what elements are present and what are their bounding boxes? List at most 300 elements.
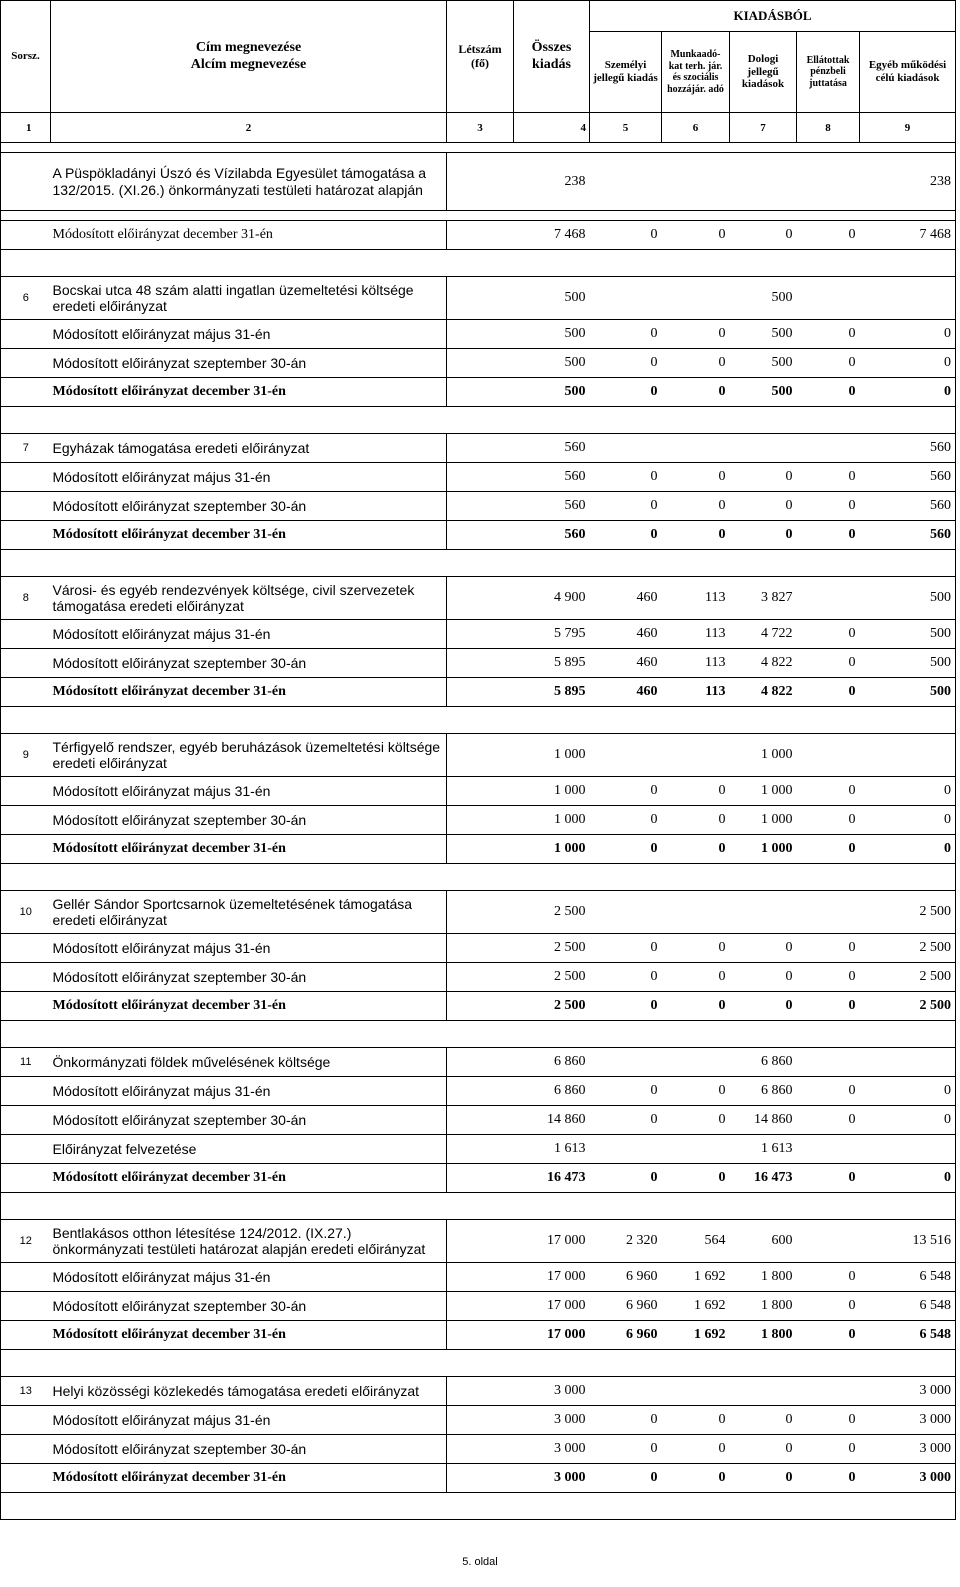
section-6-orig-dologi: 500 [730, 277, 797, 320]
section-7-mod-ellatottak: 0 [797, 463, 860, 492]
section-10-letszam [447, 891, 514, 934]
colnum-4: 4 [514, 113, 590, 143]
spacer-row [1, 211, 956, 221]
section-9-orig-egyeb [860, 734, 956, 777]
section-10-dec-index [1, 992, 51, 1021]
section-13-dec-dologi: 0 [730, 1464, 797, 1493]
header-munkaado [662, 32, 730, 113]
section-10-mod-osszes: 2 500 [514, 963, 590, 992]
section-10-orig-osszes: 2 500 [514, 891, 590, 934]
section-12-dec-egyeb: 6 548 [860, 1321, 956, 1350]
section-7-dec-row [1, 521, 956, 550]
section-11-index: 11 [1, 1048, 51, 1077]
section-8-dec-letszam [447, 678, 514, 707]
section-12-mod-szemelyi: 6 960 [590, 1263, 662, 1292]
section-7-mod-szemelyi: 0 [590, 492, 662, 521]
section-9-letszam [447, 734, 514, 777]
colnum-2: 2 [51, 113, 447, 143]
section-6-mod-dologi: 500 [730, 349, 797, 378]
section-8-orig-osszes: 4 900 [514, 577, 590, 620]
section-7-mod-letszam [447, 463, 514, 492]
header-dologi-line2: jellegű [747, 65, 779, 78]
section-12-dec-letszam [447, 1321, 514, 1350]
section-7-letszam [447, 434, 514, 463]
section-9-orig-dologi: 1 000 [730, 734, 797, 777]
section-12-mod-letszam [447, 1292, 514, 1321]
section-13-dec-index [1, 1464, 51, 1493]
header-letszam-unit: (fő) [471, 55, 489, 70]
section-6-mod-munkaado: 0 [662, 349, 730, 378]
section-11-dec-munkaado: 0 [662, 1164, 730, 1193]
section-10-mod-egyeb: 2 500 [860, 963, 956, 992]
section-11-mod-index [1, 1106, 51, 1135]
section-10-mod-dologi: 0 [730, 934, 797, 963]
section-6-dec-osszes: 500 [514, 378, 590, 407]
section-9-index: 9 [1, 734, 51, 777]
section0-title: A Püspökladányi Úszó és Vízilabda Egyesület támogatása a 132/2015. (XI.26.) önkormányzati testületi határozat alapján [51, 153, 447, 211]
section0-orig-egyeb: 238 [860, 153, 956, 211]
section-8-mod-osszes: 5 895 [514, 649, 590, 678]
section-8-mod-szemelyi: 460 [590, 620, 662, 649]
section-12-letszam [447, 1220, 514, 1263]
section-9-mod-osszes: 1 000 [514, 777, 590, 806]
spacer-row [1, 407, 956, 434]
section-9-dec-szemelyi: 0 [590, 835, 662, 864]
section-10-orig-munkaado [662, 891, 730, 934]
spacer-cell [1, 1493, 956, 1520]
section-12-dec-ellatottak: 0 [797, 1321, 860, 1350]
section-9-mod-index [1, 777, 51, 806]
section-10-title: Gellér Sándor Sportcsarnok üzemeltetésének támogatása eredeti előirányzat [51, 891, 447, 934]
section-7-mod-ellatottak: 0 [797, 492, 860, 521]
section-12-mod-munkaado: 1 692 [662, 1263, 730, 1292]
section-11-mod-index [1, 1135, 51, 1164]
colnum-5: 5 [590, 113, 662, 143]
section-6-orig-munkaado [662, 277, 730, 320]
section-6-mod-osszes: 500 [514, 349, 590, 378]
header-ellatottak-line3: juttatása [809, 77, 847, 89]
section-11-mod-szemelyi: 0 [590, 1077, 662, 1106]
section-10-orig-egyeb: 2 500 [860, 891, 956, 934]
section-7-orig-dologi [730, 434, 797, 463]
section-9-orig-szemelyi [590, 734, 662, 777]
section-6-orig-szemelyi [590, 277, 662, 320]
header-egyeb-line1: Egyéb működési [868, 59, 947, 72]
section-12-mod-label: Módosított előirányzat szeptember 30-án [51, 1292, 447, 1321]
section-13-orig-munkaado [662, 1377, 730, 1406]
section-6-dec-letszam [447, 378, 514, 407]
section-9-mod-munkaado: 0 [662, 806, 730, 835]
spacer-row [1, 550, 956, 577]
header-munkaado-line1: Munkaadó- [670, 49, 721, 60]
header-ellatottak [797, 32, 860, 113]
section-6-dec-index [1, 378, 51, 407]
section-6-dec-dologi: 500 [730, 378, 797, 407]
section-12-mod-index [1, 1292, 51, 1321]
section-10-mod-row [1, 963, 956, 992]
section-6-mod-osszes: 500 [514, 320, 590, 349]
section-13-mod-osszes: 3 000 [514, 1406, 590, 1435]
section-6-title: Bocskai utca 48 szám alatti ingatlan üzemeltetési költsége eredeti előirányzat [51, 277, 447, 320]
header-egyeb-line2: célú kiadások [875, 72, 940, 84]
section-11-orig-egyeb [860, 1048, 956, 1077]
section-7-mod-osszes: 560 [514, 492, 590, 521]
section-8-mod-munkaado: 113 [662, 649, 730, 678]
section-7-index: 7 [1, 434, 51, 463]
section-10-dec-row [1, 992, 956, 1021]
section-11-mod-osszes: 1 613 [514, 1135, 590, 1164]
header-osszes-line2: kiadás [532, 56, 571, 72]
section-13-title: Helyi közösségi közlekedés támogatása eredeti előirányzat [51, 1377, 447, 1406]
header-munkaado-line4: hozzájár. adó [667, 83, 724, 95]
section-13-mod-munkaado: 0 [662, 1406, 730, 1435]
header-munkaado-line3: és szociális [672, 72, 719, 83]
section-8-mod-index [1, 649, 51, 678]
section-6-dec-row [1, 378, 956, 407]
section-11-mod-label: Módosított előirányzat május 31-én [51, 1077, 447, 1106]
section-9-mod-letszam [447, 777, 514, 806]
section-11-mod-label: Előirányzat felvezetése [51, 1135, 447, 1164]
section-12-mod-egyeb: 6 548 [860, 1263, 956, 1292]
section-7-mod-munkaado: 0 [662, 463, 730, 492]
spacer-row [1, 1493, 956, 1520]
section-10-title-row [1, 891, 956, 934]
section-8-title: Városi- és egyéb rendezvények költsége, civil szervezetek támogatása eredeti előirányzat [51, 577, 447, 620]
section-6-mod-szemelyi: 0 [590, 320, 662, 349]
section-11-orig-osszes: 6 860 [514, 1048, 590, 1077]
section-6-orig-egyeb [860, 277, 956, 320]
section-7-mod-letszam [447, 492, 514, 521]
section-7-mod-dologi: 0 [730, 492, 797, 521]
section-13-mod-dologi: 0 [730, 1406, 797, 1435]
header-cim [51, 1, 447, 113]
section-6-mod-label: Módosított előirányzat május 31-én [51, 320, 447, 349]
section0-dec-letszam [447, 221, 514, 250]
section-7-orig-egyeb: 560 [860, 434, 956, 463]
section-9-orig-osszes: 1 000 [514, 734, 590, 777]
section-11-orig-ellatottak [797, 1048, 860, 1077]
section0-orig-osszes: 238 [514, 153, 590, 211]
section-8-mod-ellatottak: 0 [797, 620, 860, 649]
section-11-mod-letszam [447, 1077, 514, 1106]
section-8-mod-label: Módosított előirányzat szeptember 30-án [51, 649, 447, 678]
section-8-title-row [1, 577, 956, 620]
section-11-mod-egyeb: 0 [860, 1106, 956, 1135]
section-11-orig-munkaado [662, 1048, 730, 1077]
section-13-mod-ellatottak: 0 [797, 1435, 860, 1464]
section-7-title-row [1, 434, 956, 463]
section-7-mod-label: Módosított előirányzat szeptember 30-án [51, 492, 447, 521]
section-11-mod-letszam [447, 1135, 514, 1164]
section-8-orig-dologi: 3 827 [730, 577, 797, 620]
section-9-title-row [1, 734, 956, 777]
section-11-title-row [1, 1048, 956, 1077]
section-10-dec-szemelyi: 0 [590, 992, 662, 1021]
section-11-dec-osszes: 16 473 [514, 1164, 590, 1193]
section-12-orig-szemelyi: 2 320 [590, 1220, 662, 1263]
section-11-dec-letszam [447, 1164, 514, 1193]
spacer-row [1, 1021, 956, 1048]
section-6-mod-index [1, 320, 51, 349]
section-6-mod-row [1, 349, 956, 378]
section-12-mod-munkaado: 1 692 [662, 1292, 730, 1321]
section-6-mod-egyeb: 0 [860, 349, 956, 378]
section-7-mod-munkaado: 0 [662, 492, 730, 521]
section-11-dec-index [1, 1164, 51, 1193]
section-10-dec-osszes: 2 500 [514, 992, 590, 1021]
section-11-mod-osszes: 6 860 [514, 1077, 590, 1106]
section-12-mod-osszes: 17 000 [514, 1292, 590, 1321]
section-11-mod-row [1, 1135, 956, 1164]
section-10-dec-label: Módosított előirányzat december 31-én [51, 992, 447, 1021]
section-10-mod-ellatottak: 0 [797, 934, 860, 963]
spacer-cell [1, 1193, 956, 1220]
header-szemelyi [590, 32, 662, 113]
colnum-9: 9 [860, 113, 956, 143]
section-13-mod-dologi: 0 [730, 1435, 797, 1464]
section-9-dec-row [1, 835, 956, 864]
section-10-orig-szemelyi [590, 891, 662, 934]
section-9-dec-egyeb: 0 [860, 835, 956, 864]
section-8-mod-ellatottak: 0 [797, 649, 860, 678]
section-11-letszam [447, 1048, 514, 1077]
section-8-mod-egyeb: 500 [860, 649, 956, 678]
section-12-orig-ellatottak [797, 1220, 860, 1263]
spacer-row [1, 143, 956, 153]
section0-dec-munkaado: 0 [662, 221, 730, 250]
section-6-orig-osszes: 500 [514, 277, 590, 320]
section-10-mod-egyeb: 2 500 [860, 934, 956, 963]
section-7-dec-index [1, 521, 51, 550]
section-9-orig-munkaado [662, 734, 730, 777]
section-13-mod-label: Módosított előirányzat május 31-én [51, 1406, 447, 1435]
section-9-orig-ellatottak [797, 734, 860, 777]
section-8-dec-ellatottak: 0 [797, 678, 860, 707]
header-szemelyi-line1: Személyi [604, 59, 647, 72]
section-11-orig-dologi: 6 860 [730, 1048, 797, 1077]
section-10-mod-szemelyi: 0 [590, 963, 662, 992]
section-13-mod-row [1, 1406, 956, 1435]
spacer-cell [1, 550, 956, 577]
header-ellatottak-line1: Ellátottak [806, 54, 850, 66]
section-13-mod-letszam [447, 1406, 514, 1435]
section-13-mod-szemelyi: 0 [590, 1435, 662, 1464]
section-6-dec-ellatottak: 0 [797, 378, 860, 407]
section-6-dec-szemelyi: 0 [590, 378, 662, 407]
section-8-dec-egyeb: 500 [860, 678, 956, 707]
section-8-mod-letszam [447, 649, 514, 678]
section-11-dec-label: Módosított előirányzat december 31-én [51, 1164, 447, 1193]
section-10-mod-letszam [447, 934, 514, 963]
section-13-mod-row [1, 1435, 956, 1464]
section-13-mod-index [1, 1406, 51, 1435]
section-6-mod-row [1, 320, 956, 349]
section-8-orig-szemelyi: 460 [590, 577, 662, 620]
section-10-dec-dologi: 0 [730, 992, 797, 1021]
section-13-orig-dologi [730, 1377, 797, 1406]
section-10-dec-letszam [447, 992, 514, 1021]
section-10-dec-munkaado: 0 [662, 992, 730, 1021]
section-9-dec-index [1, 835, 51, 864]
section-7-dec-letszam [447, 521, 514, 550]
section-8-mod-szemelyi: 460 [590, 649, 662, 678]
section-8-mod-osszes: 5 795 [514, 620, 590, 649]
header-dologi [730, 32, 797, 113]
spacer-cell [1, 407, 956, 434]
section-12-mod-row [1, 1292, 956, 1321]
section-10-mod-osszes: 2 500 [514, 934, 590, 963]
section-9-mod-osszes: 1 000 [514, 806, 590, 835]
section0-dec-label: Módosított előirányzat december 31-én [51, 221, 447, 250]
section-13-mod-label: Módosított előirányzat szeptember 30-án [51, 1435, 447, 1464]
header-osszes-line1: Összes [531, 40, 572, 56]
section-10-mod-szemelyi: 0 [590, 934, 662, 963]
section-13-mod-munkaado: 0 [662, 1435, 730, 1464]
section-12-dec-osszes: 17 000 [514, 1321, 590, 1350]
section-6-dec-label: Módosított előirányzat december 31-én [51, 378, 447, 407]
spacer-row [1, 1350, 956, 1377]
section-13-mod-szemelyi: 0 [590, 1406, 662, 1435]
section-8-dec-dologi: 4 822 [730, 678, 797, 707]
section-13-mod-osszes: 3 000 [514, 1435, 590, 1464]
section-9-mod-label: Módosított előirányzat szeptember 30-án [51, 806, 447, 835]
section0-orig-szemelyi [590, 153, 662, 211]
section-12-title-row [1, 1220, 956, 1263]
section-11-mod-dologi: 14 860 [730, 1106, 797, 1135]
section-8-orig-munkaado: 113 [662, 577, 730, 620]
section-11-mod-ellatottak: 0 [797, 1077, 860, 1106]
section-9-mod-munkaado: 0 [662, 777, 730, 806]
section-13-dec-ellatottak: 0 [797, 1464, 860, 1493]
section-9-title: Térfigyelő rendszer, egyéb beruházások üzemeltetési költsége eredeti előirányzat [51, 734, 447, 777]
spacer-cell [1, 1350, 956, 1377]
section-11-mod-row [1, 1106, 956, 1135]
section-10-dec-ellatottak: 0 [797, 992, 860, 1021]
section-11-mod-row [1, 1077, 956, 1106]
section-7-mod-row [1, 463, 956, 492]
section-12-orig-munkaado: 564 [662, 1220, 730, 1263]
section-7-orig-ellatottak [797, 434, 860, 463]
header-kiadasbol: KIADÁSBÓL [590, 1, 956, 32]
section-12-dec-munkaado: 1 692 [662, 1321, 730, 1350]
section-13-letszam [447, 1377, 514, 1406]
section-7-mod-index [1, 492, 51, 521]
section-7-orig-szemelyi [590, 434, 662, 463]
section-12-dec-dologi: 1 800 [730, 1321, 797, 1350]
spacer-cell [1, 250, 956, 277]
spacer-row [1, 1193, 956, 1220]
section-10-index: 10 [1, 891, 51, 934]
section-6-title-row [1, 277, 956, 320]
section0-orig-munkaado [662, 153, 730, 211]
section-10-mod-munkaado: 0 [662, 963, 730, 992]
section-7-dec-egyeb: 560 [860, 521, 956, 550]
section-9-mod-ellatottak: 0 [797, 777, 860, 806]
section-12-orig-egyeb: 13 516 [860, 1220, 956, 1263]
section0-dec-egyeb: 7 468 [860, 221, 956, 250]
section-12-dec-szemelyi: 6 960 [590, 1321, 662, 1350]
section-9-mod-egyeb: 0 [860, 777, 956, 806]
section-10-mod-munkaado: 0 [662, 934, 730, 963]
section-13-orig-szemelyi [590, 1377, 662, 1406]
section-8-orig-egyeb: 500 [860, 577, 956, 620]
section-10-orig-ellatottak [797, 891, 860, 934]
section0-orig-ellatottak [797, 153, 860, 211]
section-12-mod-ellatottak: 0 [797, 1292, 860, 1321]
section-11-mod-munkaado: 0 [662, 1106, 730, 1135]
section-9-mod-dologi: 1 000 [730, 806, 797, 835]
section-8-dec-munkaado: 113 [662, 678, 730, 707]
section-13-mod-letszam [447, 1435, 514, 1464]
header-szemelyi-line2: jellegű kiadás [593, 72, 658, 84]
section-11-orig-szemelyi [590, 1048, 662, 1077]
section-6-mod-dologi: 500 [730, 320, 797, 349]
section-10-mod-index [1, 934, 51, 963]
section-11-dec-szemelyi: 0 [590, 1164, 662, 1193]
section-7-orig-munkaado [662, 434, 730, 463]
section-11-mod-munkaado: 0 [662, 1077, 730, 1106]
section-7-title: Egyházak támogatása eredeti előirányzat [51, 434, 447, 463]
section-13-dec-label: Módosított előirányzat december 31-én [51, 1464, 447, 1493]
section-13-dec-osszes: 3 000 [514, 1464, 590, 1493]
section-6-orig-ellatottak [797, 277, 860, 320]
section-7-dec-dologi: 0 [730, 521, 797, 550]
section-7-orig-osszes: 560 [514, 434, 590, 463]
section-7-dec-osszes: 560 [514, 521, 590, 550]
section-7-mod-osszes: 560 [514, 463, 590, 492]
section-13-title-row [1, 1377, 956, 1406]
header-dologi-line3: kiadások [741, 78, 785, 91]
section-6-mod-egyeb: 0 [860, 320, 956, 349]
page-number: 5. oldal [462, 1556, 498, 1568]
section-13-mod-egyeb: 3 000 [860, 1406, 956, 1435]
section-8-dec-label: Módosított előirányzat december 31-én [51, 678, 447, 707]
section-6-mod-szemelyi: 0 [590, 349, 662, 378]
section-13-dec-egyeb: 3 000 [860, 1464, 956, 1493]
spacer-row [1, 864, 956, 891]
section-13-index: 13 [1, 1377, 51, 1406]
section-6-mod-letszam [447, 349, 514, 378]
spacer-row [1, 250, 956, 277]
section-8-mod-egyeb: 500 [860, 620, 956, 649]
section-7-mod-egyeb: 560 [860, 463, 956, 492]
section-9-mod-egyeb: 0 [860, 806, 956, 835]
section-6-mod-ellatottak: 0 [797, 349, 860, 378]
section-8-mod-row [1, 620, 956, 649]
section-9-mod-label: Módosított előirányzat május 31-én [51, 777, 447, 806]
section-10-mod-row [1, 934, 956, 963]
section-12-orig-dologi: 600 [730, 1220, 797, 1263]
section-6-mod-index [1, 349, 51, 378]
section-7-mod-index [1, 463, 51, 492]
section-9-dec-ellatottak: 0 [797, 835, 860, 864]
section-12-dec-row [1, 1321, 956, 1350]
section-12-dec-label: Módosított előirányzat december 31-én [51, 1321, 447, 1350]
section-9-mod-szemelyi: 0 [590, 806, 662, 835]
section-8-mod-munkaado: 113 [662, 620, 730, 649]
header-ellatottak-line2: pénzbeli [810, 66, 846, 78]
section0-dec-index [1, 221, 51, 250]
section-8-orig-ellatottak [797, 577, 860, 620]
section-6-index: 6 [1, 277, 51, 320]
section-10-mod-label: Módosított előirányzat szeptember 30-án [51, 963, 447, 992]
section0-dec-ellatottak: 0 [797, 221, 860, 250]
section-13-dec-row [1, 1464, 956, 1493]
section-7-dec-ellatottak: 0 [797, 521, 860, 550]
section-9-mod-szemelyi: 0 [590, 777, 662, 806]
header-letszam [447, 1, 514, 113]
section-6-mod-label: Módosított előirányzat szeptember 30-án [51, 349, 447, 378]
